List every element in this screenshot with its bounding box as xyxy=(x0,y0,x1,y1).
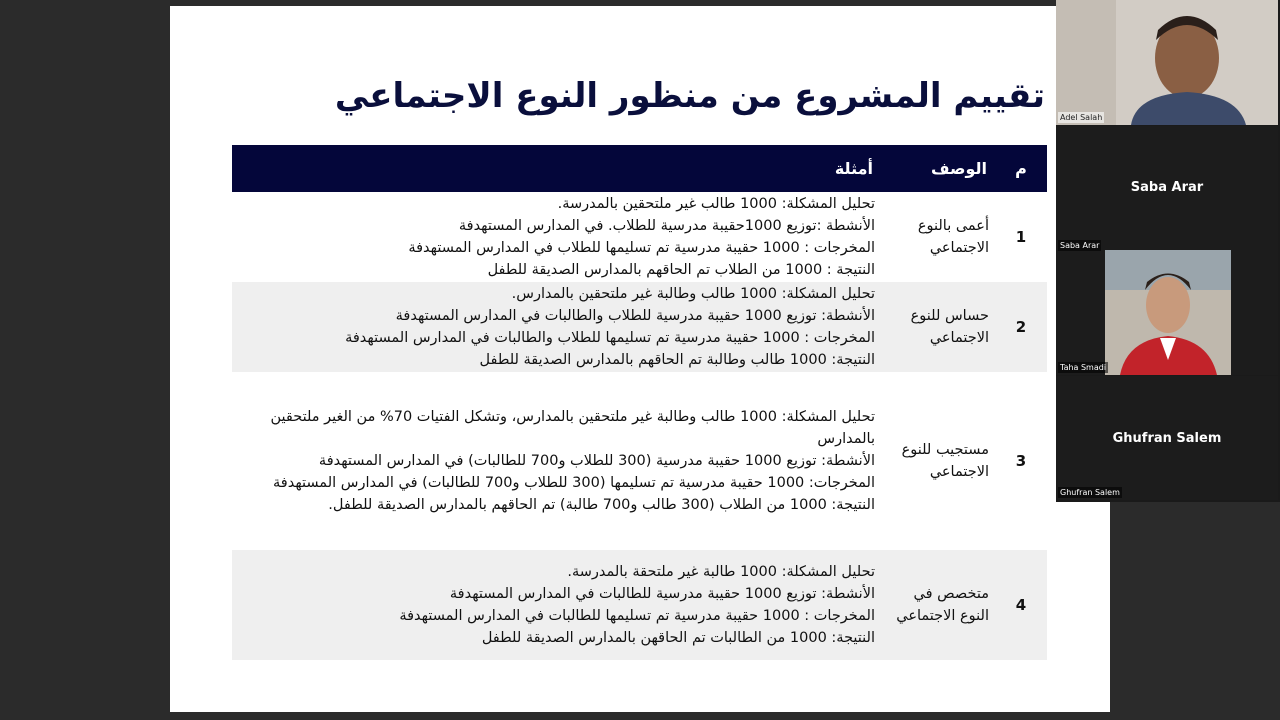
avatar-photo-icon xyxy=(1105,250,1231,375)
row-description: أعمى بالنوع الاجتماعي xyxy=(917,218,989,256)
row-description: مستجيب للنوع الاجتماعي xyxy=(901,442,989,480)
example-line: المخرجات : 1000 حقيبة مدرسية تم تسليمها للطلاب في المدارس المستهدفة xyxy=(408,240,875,256)
participant-tile[interactable] xyxy=(1056,241,1278,375)
presentation-slide xyxy=(170,6,1110,712)
example-line: المخرجات : 1000 حقيبة مدرسية تم تسليمها للطالبات في المدارس المستهدفة xyxy=(399,608,875,624)
table-row xyxy=(232,192,1047,282)
table-row xyxy=(232,282,1047,372)
row-number: 4 xyxy=(995,550,1047,660)
example-line: المخرجات : 1000 حقيبة مدرسية تم تسليمها للطلاب والطالبات في المدارس المستهدفة xyxy=(345,330,875,346)
participant-name: Saba Arar xyxy=(1130,180,1204,195)
example-line: الأنشطة: توزيع 1000 حقيبة مدرسية (300 للطلاب و700 للطالبات) في المدارس المستهدفة xyxy=(318,453,875,469)
example-line: تحليل المشكلة: 1000 طالبة غير ملتحقة بالمدرسة. xyxy=(567,564,875,580)
slide-title: تقييم المشروع من منظور النوع الاجتماعي xyxy=(334,76,1045,116)
row-examples xyxy=(232,192,881,282)
table-row xyxy=(232,550,1047,660)
example-line: الأنشطة: توزيع 1000 حقيبة مدرسية للطالبات في المدارس المستهدفة xyxy=(449,586,875,602)
row-examples xyxy=(232,282,881,372)
participant-label: Adel Salah xyxy=(1060,113,1103,122)
example-line: النتيجة: 1000 طالب وطالبة تم الحاقهم بالمدارس الصديقة للطفل xyxy=(479,352,875,368)
row-number: 3 xyxy=(1015,452,1027,470)
row-examples xyxy=(232,372,881,550)
participants-panel xyxy=(1056,0,1280,502)
participant-tile[interactable] xyxy=(1056,376,1278,500)
participant-label: Ghufran Salem xyxy=(1060,488,1120,497)
participant-video xyxy=(1105,250,1231,375)
row-number: 2 xyxy=(995,282,1047,372)
example-line: النتيجة : 1000 من الطلاب تم الحاقهم بالمدارس الصديقة للطفل xyxy=(487,262,875,278)
participant-tile[interactable] xyxy=(1056,126,1278,250)
row-number: 1 xyxy=(1015,228,1027,246)
header-description: الوصف xyxy=(881,145,995,192)
header-m: م xyxy=(995,145,1047,192)
participant-tile[interactable] xyxy=(1056,0,1278,125)
participant-video-icon xyxy=(1056,0,1278,125)
participant-label: Taha Smadi xyxy=(1060,363,1107,372)
participant-name: Ghufran Salem xyxy=(1112,431,1222,446)
example-line: تحليل المشكلة: 1000 طالب وطالبة غير ملتحقين بالمدارس، وتشكل الفتيات 70% من الغير ملتحقين بالمدارس xyxy=(270,409,875,447)
row-description: متخصص في النوع الاجتماعي xyxy=(881,550,995,660)
example-line: الأنشطة: توزيع 1000 حقيبة مدرسية للطلاب والطالبات في المدارس المستهدفة xyxy=(395,308,875,324)
evaluation-table xyxy=(232,145,1047,660)
example-line: النتيجة: 1000 من الطلاب (300 طالب و700 طالبة) تم الحاقهم بالمدارس الصديقة للطفل. xyxy=(328,497,875,513)
participant-label: Saba Arar xyxy=(1060,241,1100,250)
table-row xyxy=(232,372,1047,550)
example-line: المخرجات: 1000 حقيبة مدرسية تم تسليمها (300 للطلاب و700 للطالبات) في المدارس المستهدفة xyxy=(273,475,875,491)
example-line: النتيجة: 1000 من الطالبات تم الحاقهن بالمدارس الصديقة للطفل xyxy=(481,630,875,646)
example-line: تحليل المشكلة: 1000 طالب وطالبة غير ملتحقين بالمدارس. xyxy=(511,286,875,302)
header-examples: أمثلة xyxy=(232,145,881,192)
example-line: تحليل المشكلة: 1000 طالب غير ملتحقين بالمدرسة. xyxy=(557,196,875,212)
table-header-row xyxy=(232,145,1047,192)
row-examples xyxy=(232,550,881,660)
example-line: الأنشطة :توزيع 1000حقيبة مدرسية للطلاب. في المدارس المستهدفة xyxy=(458,218,875,234)
row-description: حساس للنوع الاجتماعي xyxy=(881,282,995,372)
